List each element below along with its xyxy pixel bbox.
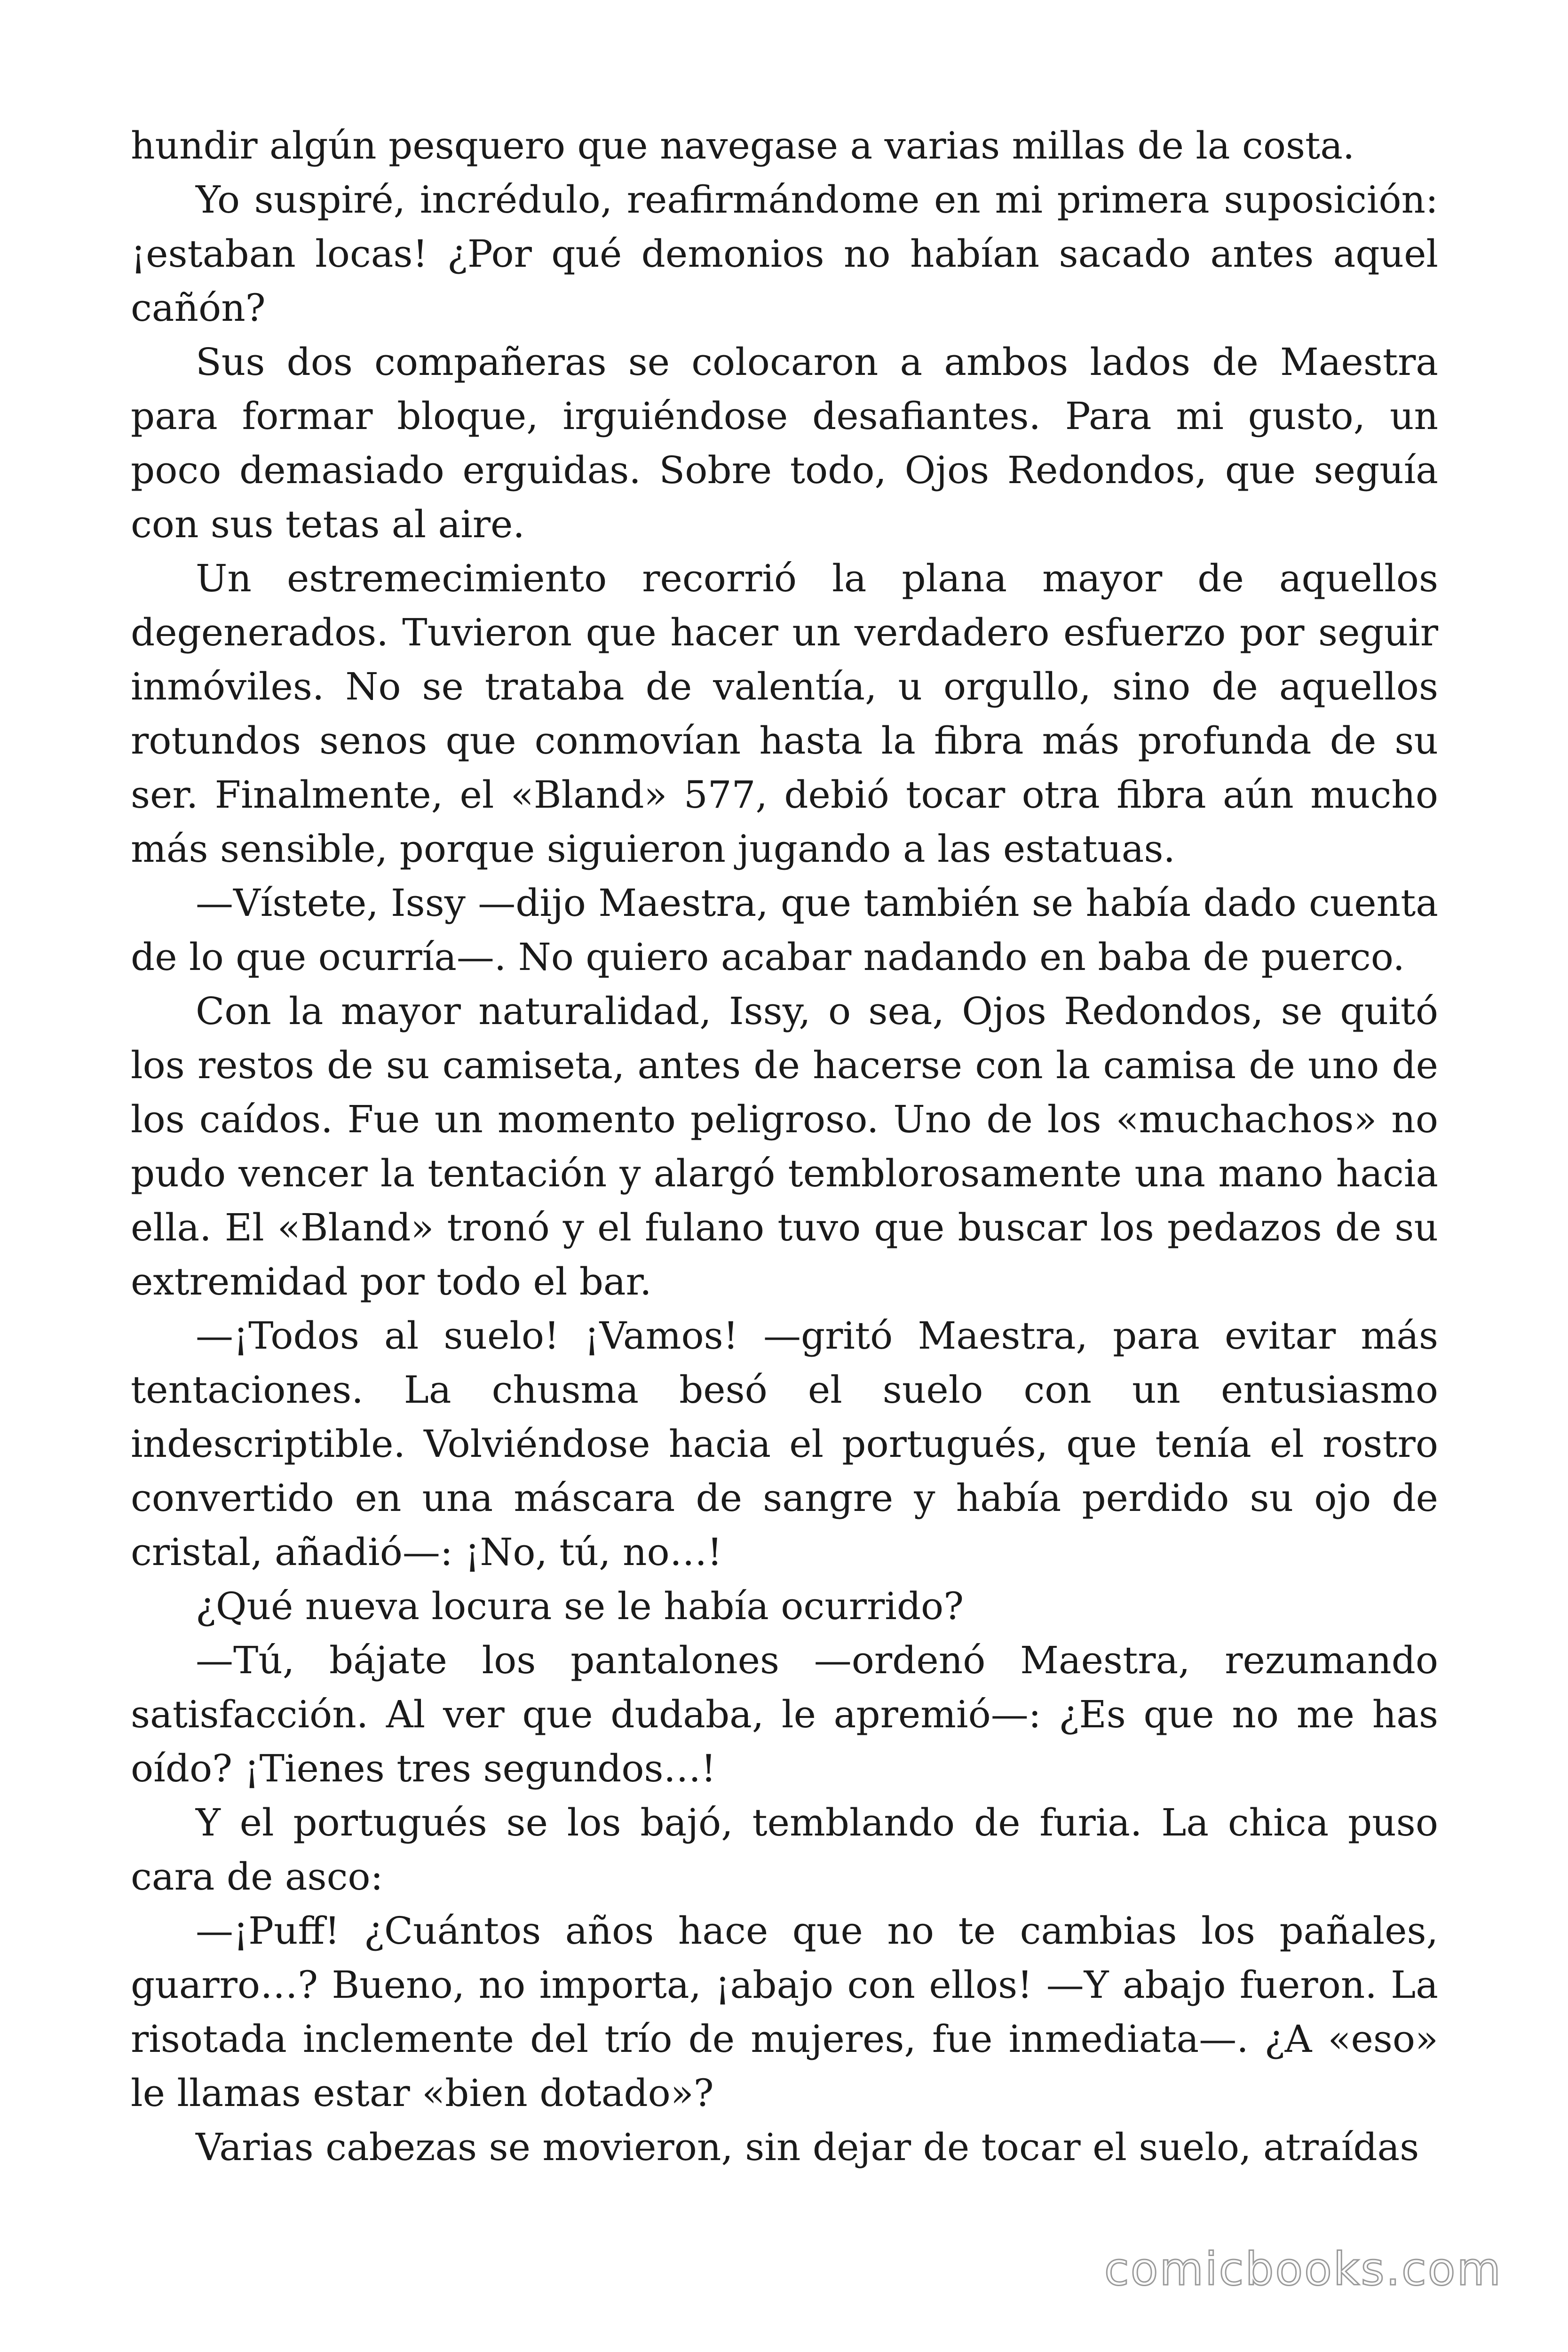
watermark-logo: comicbooks.com — [1104, 2243, 1502, 2296]
paragraph-10: Y el portugués se los bajó, temblando de furia. La chica puso cara de asco: — [131, 1801, 1438, 1899]
paragraph-12: Varias cabezas se movieron, sin dejar de tocar el suelo, atraídas — [196, 2125, 1419, 2169]
paragraph-5: —Vístete, Issy —dijo Maestra, que también se había dado cuenta de lo que ocurría—. No quiero acabar nadando en baba de puerco. — [131, 881, 1438, 979]
paragraph-11: —¡Puff! ¿Cuántos años hace que no te cambias los pañales, guarro…? Bueno, no importa, ¡abajo con ellos! —Y abajo fueron. La risotada inclemente del trío de mujeres, fue inmediata—. ¿A «eso» le llamas estar «bien dotado»? — [131, 1909, 1438, 2115]
paragraph-6: Con la mayor naturalidad, Issy, o sea, Ojos Redondos, se quitó los restos de su camiseta, antes de hacerse con la camisa de uno de los caídos. Fue un momento peligroso. Uno de los «muchachos» no pudo vencer la tentación y alargó temblorosamente una mano hacia ella. El «Bland» tronó y el fulano tuvo que buscar los pedazos de su extremidad por todo el bar. — [131, 989, 1438, 1303]
paragraph-4: Un estremecimiento recorrió la plana mayor de aquellos degenerados. Tuvieron que hacer un verdadero esfuerzo por seguir inmóviles. No se trataba de valentía, u orgullo, sino de aquellos rotundos senos que conmovían hasta la fibra más profunda de su ser. Finalmente, el «Bland» 577, debió tocar otra fibra aún mucho más sensible, porque siguieron jugando a las estatuas. — [131, 556, 1438, 871]
paragraph-1: hundir algún pesquero que navegase a varias millas de la costa. — [131, 124, 1355, 167]
paragraph-3: Sus dos compañeras se colocaron a ambos lados de Maestra para formar bloque, irguiéndose desafiantes. Para mi gusto, un poco demasiado erguidas. Sobre todo, Ojos Redondos, que seguía con sus tetas al aire. — [131, 340, 1438, 546]
paragraph-8: ¿Qué nueva locura se le había ocurrido? — [196, 1584, 964, 1628]
paragraph-7: —¡Todos al suelo! ¡Vamos! —gritó Maestra, para evitar más tentaciones. La chusma besó el suelo con un entusiasmo indescriptible. Volviéndose hacia el portugués, que tenía el rostro convertido en una máscara de sangre y había perdido su ojo de cristal, añadió—: ¡No, tú, no…! — [131, 1314, 1438, 1574]
paragraph-9: —Tú, bájate los pantalones —ordenó Maestra, rezumando satisfacción. Al ver que dudaba, le apremió—: ¿Es que no me has oído? ¡Tienes tres segundos…! — [131, 1638, 1438, 1790]
book-page-text — [131, 119, 1438, 2174]
paragraph-2: Yo suspiré, incrédulo, reafirmándome en mi primera suposición: ¡estaban locas! ¿Por qué demonios no habían sacado antes aquel cañón? — [131, 178, 1438, 330]
